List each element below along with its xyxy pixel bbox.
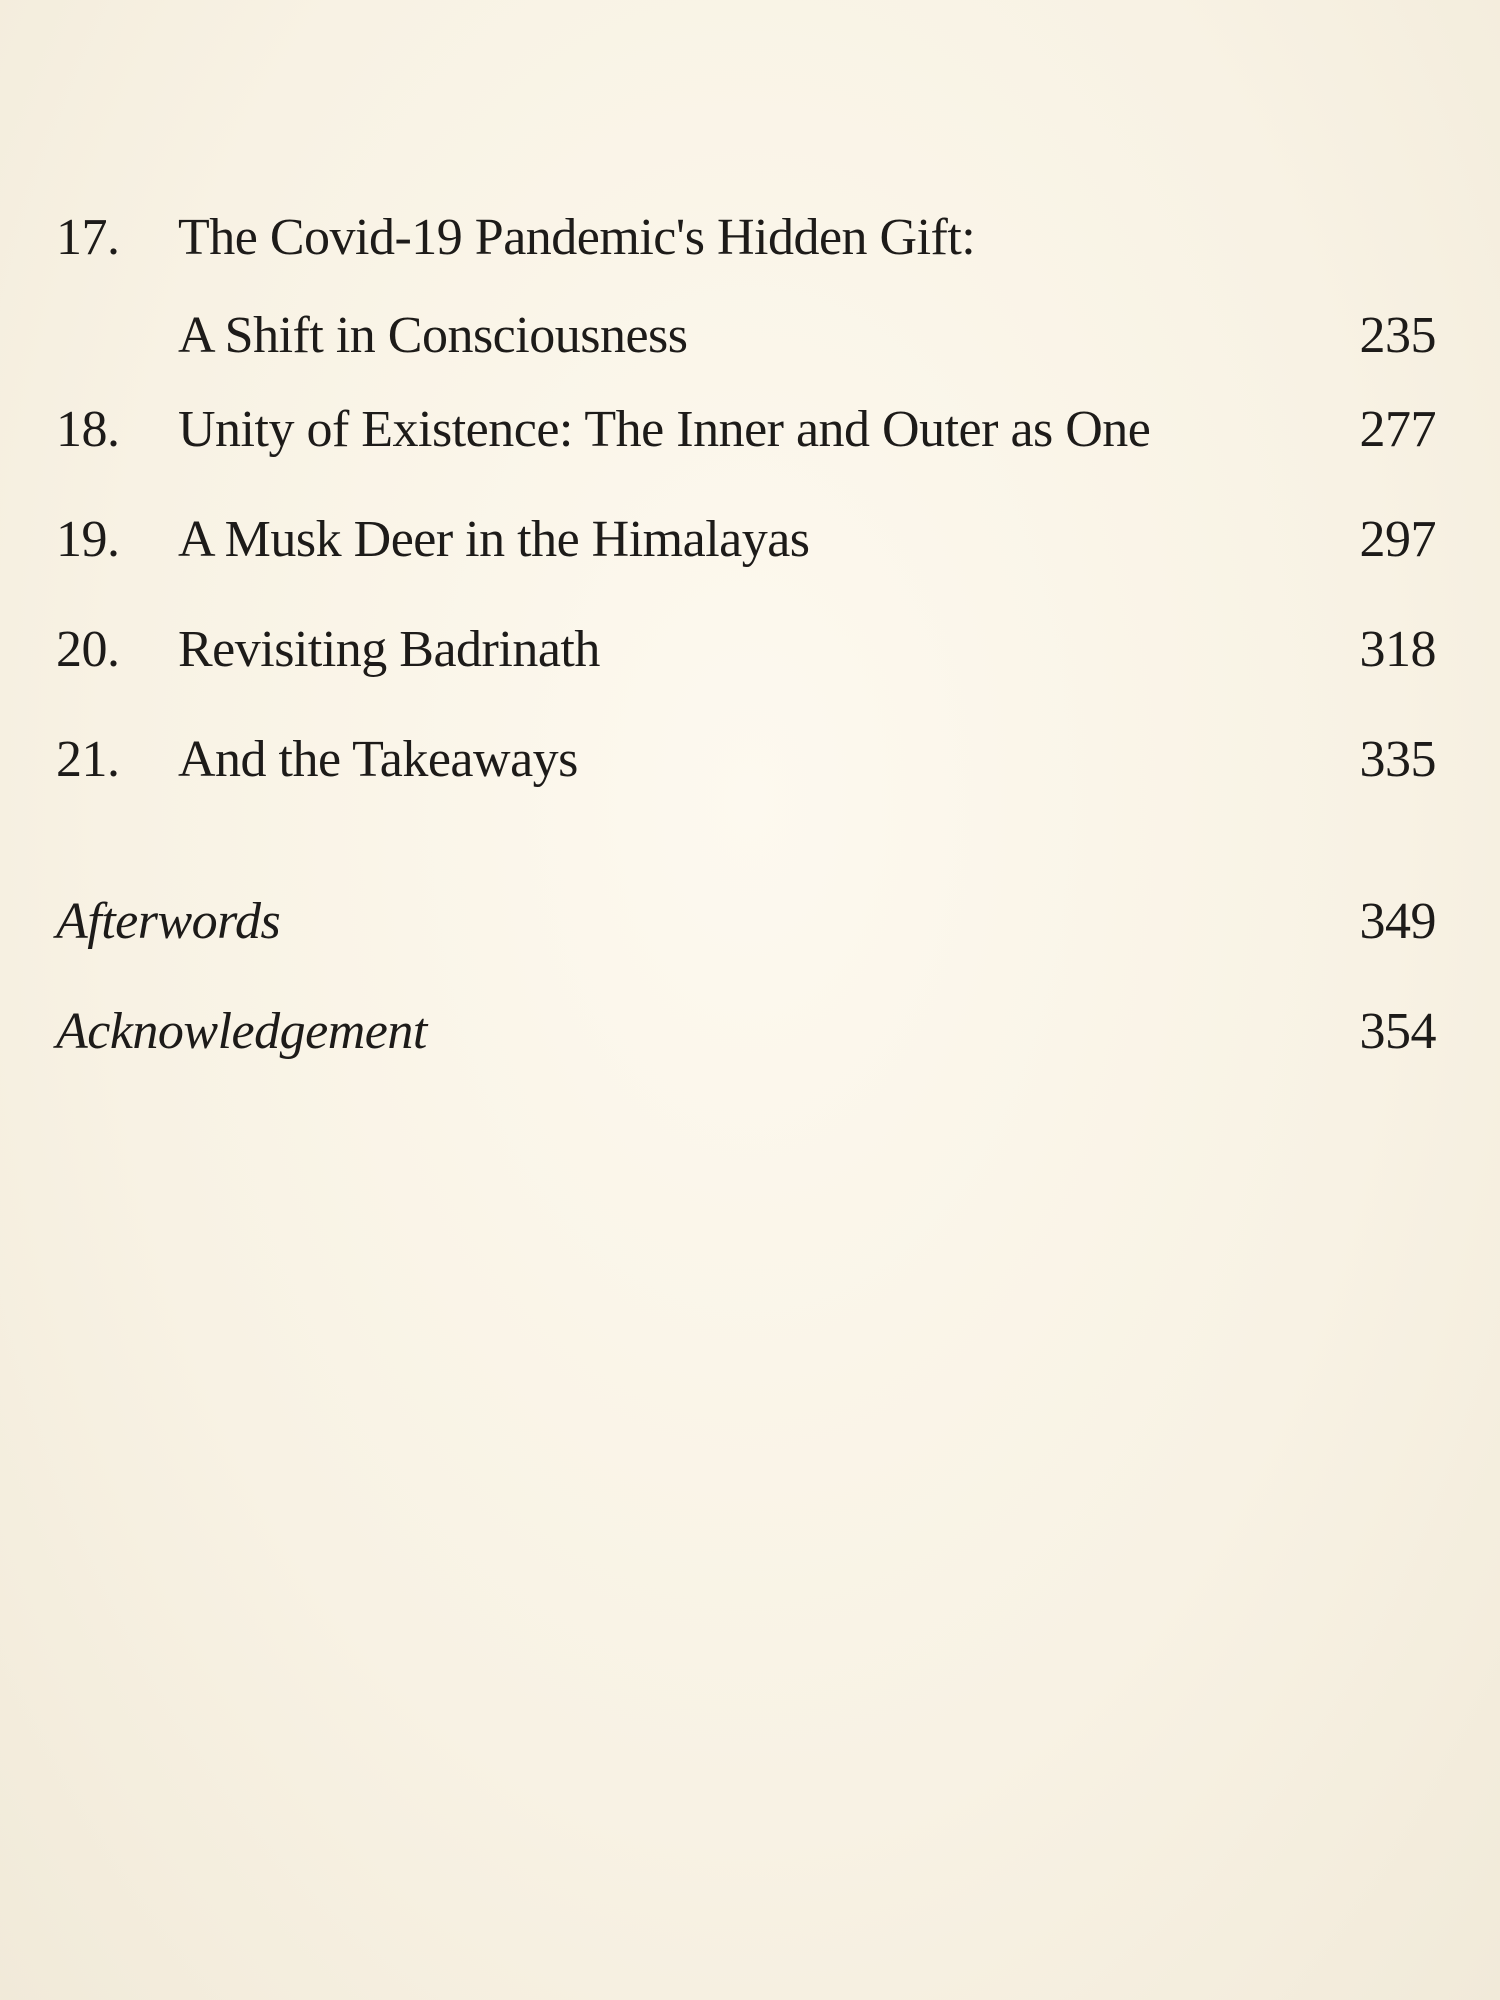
chapter-number: 21. [56, 731, 120, 788]
chapter-title: And the Takeaways [178, 731, 578, 788]
page-number: 349 [1359, 893, 1436, 950]
chapter-number: 19. [56, 511, 120, 568]
page-number: 354 [1359, 1003, 1436, 1060]
back-matter-title: Acknowledgement [56, 1003, 427, 1060]
chapter-number: 20. [56, 621, 120, 678]
chapter-title-line2: A Shift in Consciousness [178, 307, 688, 364]
chapter-number: 18. [56, 401, 120, 458]
page-number: 297 [1359, 511, 1436, 568]
page-number: 277 [1359, 401, 1436, 458]
chapter-title: Unity of Existence: The Inner and Outer as One [178, 401, 1151, 458]
page-number: 235 [1359, 307, 1436, 364]
page-number: 335 [1359, 731, 1436, 788]
page-number: 318 [1359, 621, 1436, 678]
chapter-title: A Musk Deer in the Himalayas [178, 511, 810, 568]
chapter-number: 17. [56, 209, 120, 266]
chapter-title-line1: The Covid-19 Pandemic's Hidden Gift: [178, 209, 976, 266]
chapter-title: Revisiting Badrinath [178, 621, 600, 678]
back-matter-title: Afterwords [56, 893, 281, 950]
